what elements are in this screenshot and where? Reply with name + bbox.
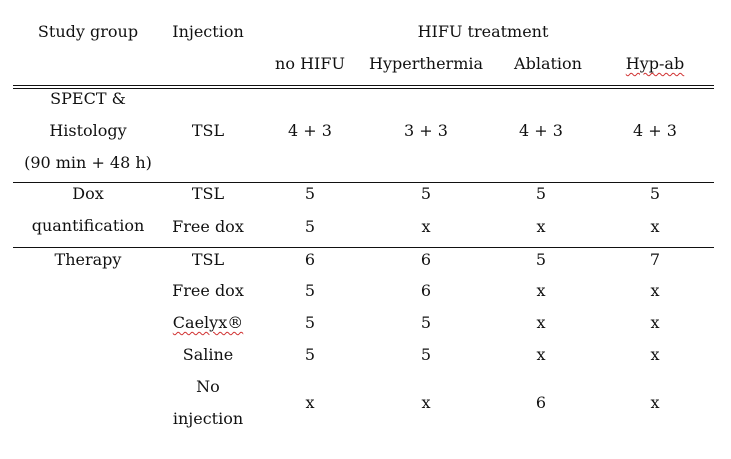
value-cell: 3 + 3 xyxy=(404,121,448,140)
value-cell: x xyxy=(421,217,431,236)
value-cell: 5 xyxy=(304,184,316,203)
group-label-line: SPECT & xyxy=(50,89,126,108)
value-cell: 4 + 3 xyxy=(519,121,563,140)
header-col-ablation: Ablation xyxy=(514,54,582,73)
value-cell: x xyxy=(650,217,660,236)
value-cell: 5 xyxy=(420,345,432,364)
value-cell: 5 xyxy=(304,217,316,236)
injection-cell: TSL xyxy=(191,250,225,269)
injection-cell: TSL xyxy=(191,184,225,203)
value-cell: x xyxy=(650,345,660,364)
value-cell: 6 xyxy=(420,281,432,300)
value-cell: 5 xyxy=(535,184,547,203)
value-cell: 5 xyxy=(420,184,432,203)
group-label-line: Dox xyxy=(72,184,104,203)
injection-cell-line: No xyxy=(196,377,220,396)
group-label: Therapy xyxy=(54,250,122,269)
injection-cell: Free dox xyxy=(172,217,244,236)
injection-cell: Free dox xyxy=(172,281,244,300)
value-cell: x xyxy=(650,393,660,412)
value-cell: 7 xyxy=(649,250,661,269)
value-cell: 6 xyxy=(304,250,316,269)
group-label-line: Histology xyxy=(49,121,127,140)
value-cell: x xyxy=(536,281,546,300)
header-col-hyperthermia: Hyperthermia xyxy=(368,54,484,73)
value-cell: 4 + 3 xyxy=(633,121,677,140)
section-divider xyxy=(13,247,714,248)
injection-cell-line: injection xyxy=(172,409,244,428)
header-injection: Injection xyxy=(172,22,244,41)
value-cell: 5 xyxy=(649,184,661,203)
group-label-line: quantification xyxy=(31,216,145,235)
value-cell: 5 xyxy=(304,281,316,300)
value-cell: 6 xyxy=(535,393,547,412)
header-hifu-treatment: HIFU treatment xyxy=(417,22,549,41)
value-cell: 5 xyxy=(535,250,547,269)
value-cell: 5 xyxy=(304,313,316,332)
value-cell: 6 xyxy=(420,250,432,269)
value-cell: 5 xyxy=(304,345,316,364)
value-cell: x xyxy=(536,217,546,236)
header-rule-top xyxy=(13,85,714,86)
header-col-no-hifu: no HIFU xyxy=(275,54,345,73)
section-divider xyxy=(13,182,714,183)
value-cell: x xyxy=(650,313,660,332)
value-cell: x xyxy=(536,345,546,364)
injection-cell: Caelyx® xyxy=(172,313,244,332)
value-cell: 4 + 3 xyxy=(288,121,332,140)
value-cell: 5 xyxy=(420,313,432,332)
injection-cell: TSL xyxy=(191,121,225,140)
value-cell: x xyxy=(421,393,431,412)
value-cell: x xyxy=(536,313,546,332)
header-col-hyp-ab: Hyp-ab xyxy=(625,54,685,73)
header-study-group: Study group xyxy=(37,22,139,41)
group-label-line: (90 min + 48 h) xyxy=(24,153,152,172)
value-cell: x xyxy=(650,281,660,300)
value-cell: x xyxy=(305,393,315,412)
injection-cell: Saline xyxy=(182,345,234,364)
